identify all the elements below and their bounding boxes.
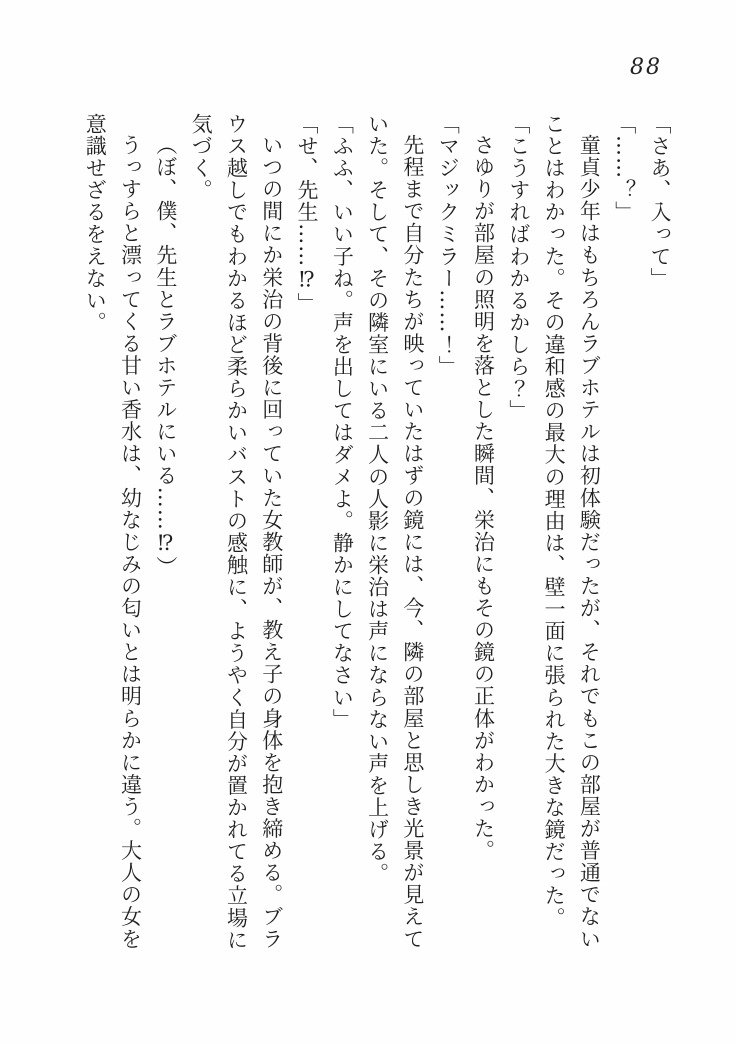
text-line: （ぼ、僕、先生とラブホテルにいる……⁉） [153, 134, 178, 578]
text-line: 気づく。 [189, 113, 214, 202]
text-line: 「……？」 [612, 113, 637, 224]
text-line: 「さあ、入って」 [648, 113, 672, 290]
text-line: いつの間にか栄治の背後に回っていた女教師が、教え子の身体を抱き締める。ブラ [259, 134, 284, 950]
text-line: ウス越しでもわかるほど柔らかいバストの感触に、ようやく自分が置かれてる立場に [224, 113, 249, 951]
text-line: 童貞少年はもちろんラブホテルは初体験だったが、それでもこの部屋が普通でない [577, 134, 602, 950]
text-line: 「ふふ、いい子ね。声を出してはダメよ。静かにしてなさい」 [330, 113, 355, 731]
page-number: 88 [630, 55, 662, 80]
text-line: うっすらと漂ってくる甘い香水は、幼なじみの匂いとは明らかに違う。大人の女を [118, 134, 143, 950]
text-line: 先程まで自分たちが映っていたはずの鏡には、今、隣の部屋と思しき光景が見えて [400, 134, 425, 950]
text-line: 「マジックミラー……！」 [436, 113, 461, 378]
text-line: ことはわかった。その違和感の最大の理由は、壁一面に張られた大きな鏡だった。 [542, 113, 567, 929]
text-line: さゆりが部屋の照明を落とした瞬間、栄治にもその鏡の正体がわかった。 [471, 134, 496, 862]
text-block [77, 113, 677, 951]
text-line: 「こうすればわかるかしら？」 [506, 113, 531, 422]
text-line: 「せ、先生……⁉」 [295, 113, 320, 315]
text-line: 意識せざるをえない。 [83, 113, 108, 334]
text-line: いた。そして、その隣室にいる二人の人影に栄治は声にならない声を上げる。 [365, 113, 390, 885]
